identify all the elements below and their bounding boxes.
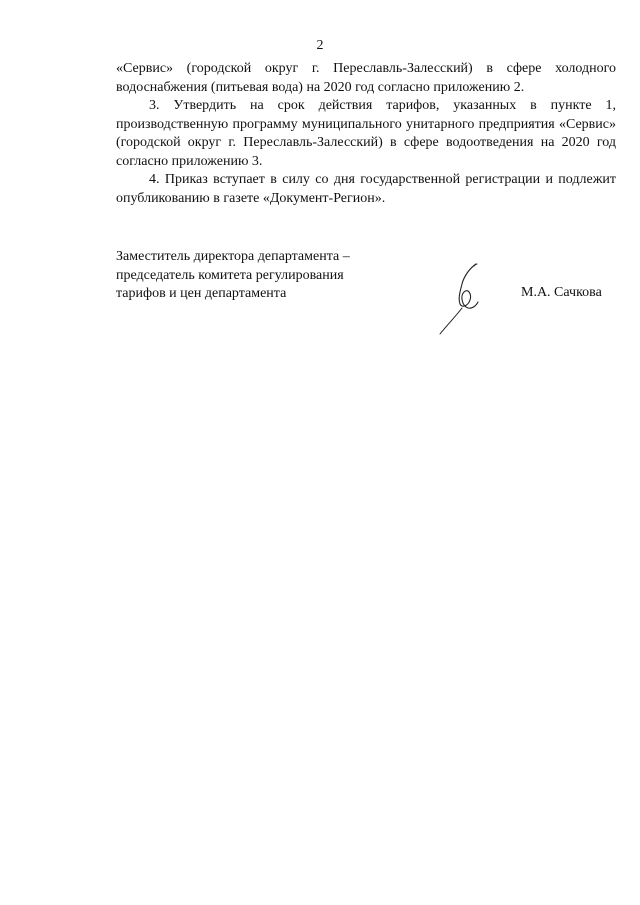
signature-block [116,248,616,338]
signer-title-line: тарифов и цен департамента [116,286,287,301]
page-number: 2 [316,38,324,53]
handwritten-signature-icon [438,262,498,342]
document-body [116,60,616,208]
paragraph-item-3: 3. Утвердить на срок действия тарифов, указанных в пункте 1, производственную программу муниципального унитарного предприятия «Сервис» (городской округ г. Переславль-Залесский) в сфере водоотведения на 2020 год согласно приложению 3. [116,98,616,169]
signer-title-line: Заместитель директора департамента – [116,249,350,264]
signer-name: М.А. Сачкова [521,285,602,300]
signer-title [116,248,416,304]
signer-title-line: председатель комитета регулирования [116,267,344,283]
paragraph-item-4: 4. Приказ вступает в силу со дня государственной регистрации и подлежит опубликованию в газете «Документ-Регион». [116,172,616,206]
paragraph-continuation: «Сервис» (городской округ г. Переславль-Залесский) в сфере холодного водоснабжения (питьевая вода) на 2020 год согласно приложению 2. [116,61,616,95]
